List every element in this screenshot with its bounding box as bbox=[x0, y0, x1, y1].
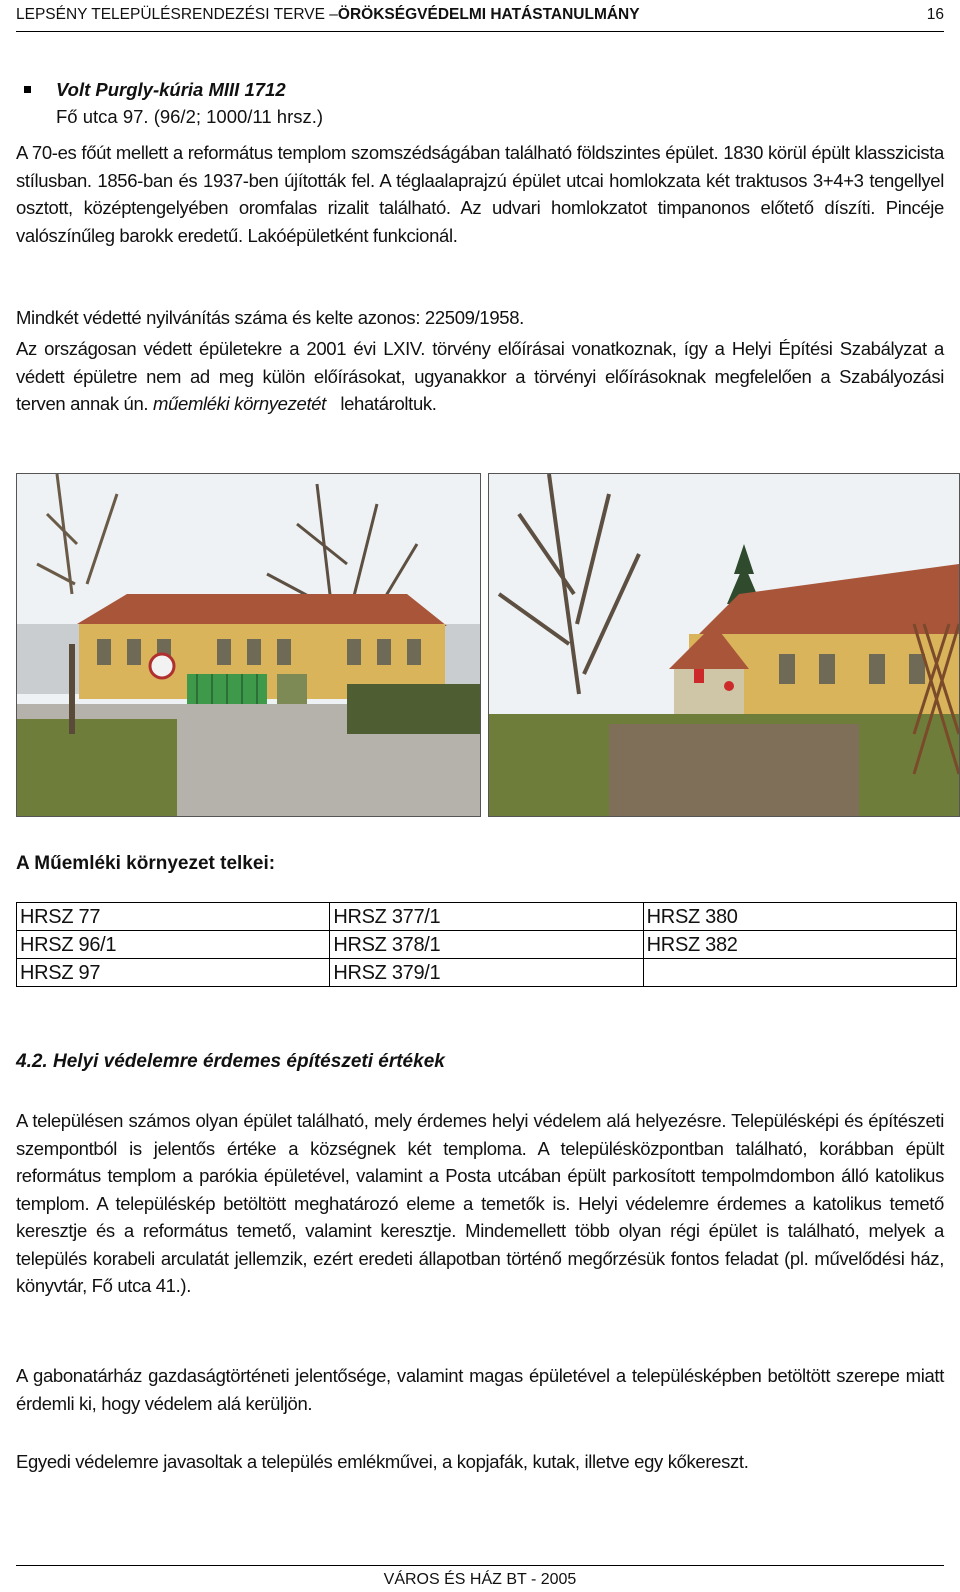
table-cell: HRSZ 379/1 bbox=[330, 959, 643, 987]
section-4-2-heading: 4.2. Helyi védelemre érdemes építészeti értékek bbox=[16, 1051, 445, 1072]
paragraph-description: A 70-es főút mellett a református templom szomszédságában található földszintes épület. 1830 körül épült klasszicista stílusban. 1856-ban és 1937-ben újították fel. A téglaalaprajzú épület utcai homlokzata két traktusos 3+4+3 tengellyel osztott, középtengelyében oromfalas rizalit található. Az udvari homlokzatot timpanonos előtető díszíti. Pincéje valószínűleg barokk eredetű. Lakóépületként funkcionál. bbox=[16, 142, 944, 246]
table-cell: HRSZ 77 bbox=[17, 903, 330, 931]
page-header bbox=[16, 3, 944, 32]
table-cell: HRSZ 97 bbox=[17, 959, 330, 987]
page-footer: VÁROS ÉS HÁZ BT - 2005 bbox=[16, 1565, 944, 1592]
monument-address: Fő utca 97. (96/2; 1000/11 hrsz.) bbox=[56, 106, 324, 127]
emphasis-text: műemléki környezetét bbox=[153, 393, 326, 414]
monument-entry bbox=[56, 76, 323, 130]
page-number: 16 bbox=[926, 6, 944, 23]
environment-heading: A Műemléki környezet telkei: bbox=[16, 853, 276, 874]
bullet-icon bbox=[24, 86, 31, 93]
photo-manor-courtyard-image bbox=[489, 474, 959, 816]
table-cell bbox=[643, 959, 956, 987]
paragraph-legal: Az országosan védett épületekre a 2001 évi LXIV. törvény előírásai vonatkoznak, így a Helyi Építési Szabályzat a védett épületre nem ad meg külön előírásokat, ugyanakkor a törvényi előírásoknak megfelelően a Szabályozási terven annak ún. műemléki környezetét lehatároltuk. bbox=[16, 338, 944, 414]
table-cell: HRSZ 96/1 bbox=[17, 931, 330, 959]
table-cell: HRSZ 377/1 bbox=[330, 903, 643, 931]
paragraph-granary: A gabonatárház gazdaságtörténeti jelentősége, valamint magas épületével a településképben betöltött szerepe miatt érdemli ki, hogy védelem alá kerüljön. bbox=[16, 1365, 944, 1414]
table-row bbox=[17, 959, 957, 987]
table-row bbox=[17, 931, 957, 959]
monument-title: Volt Purgly-kúria MIII 1712 bbox=[56, 79, 286, 100]
header-title: LEPSÉNY TELEPÜLÉSRENDEZÉSI TERVE –ÖRÖKSÉGVÉDELMI HATÁSTANULMÁNY bbox=[16, 6, 640, 23]
paragraph-protection-number: Mindkét védetté nyilvánítás száma és kelte azonos: 22509/1958. bbox=[16, 307, 524, 328]
table-cell: HRSZ 378/1 bbox=[330, 931, 643, 959]
table-row bbox=[17, 903, 957, 931]
photo-manor-street-image bbox=[17, 474, 480, 816]
paragraph-memorials: Egyedi védelemre javasoltak a település emlékművei, a kopjafák, kutak, illetve egy kőkereszt. bbox=[16, 1451, 749, 1472]
table-cell: HRSZ 382 bbox=[643, 931, 956, 959]
hrsz-table bbox=[16, 902, 957, 987]
photo-manor-courtyard-view bbox=[488, 473, 960, 817]
table-cell: HRSZ 380 bbox=[643, 903, 956, 931]
photo-manor-street-view bbox=[16, 473, 481, 817]
paragraph-local-protection: A településen számos olyan épület található, mely érdemes helyi védelem alá helyezésre. Településképi és építészeti szempontból is jelentős értéke a községnek két temploma. A településközpontban található, korábban épült református templom a parókia épületével, valamint a Posta utcában épült parkosított tempolmdombon álló katolikus templom. A településkép betöltött meghatározó eleme a temetők is. Helyi védelemre érdemes a katolikus temető keresztje és a református temető, valamint keresztje. Mindemellett több olyan régi épület is található, melyek a település korabeli arculatát jellemzik, ezért eredeti állapotban történő megőrzésük fontos feladat (pl. művelődési ház, könyvtár, Fő utca 41.). bbox=[16, 1110, 944, 1296]
